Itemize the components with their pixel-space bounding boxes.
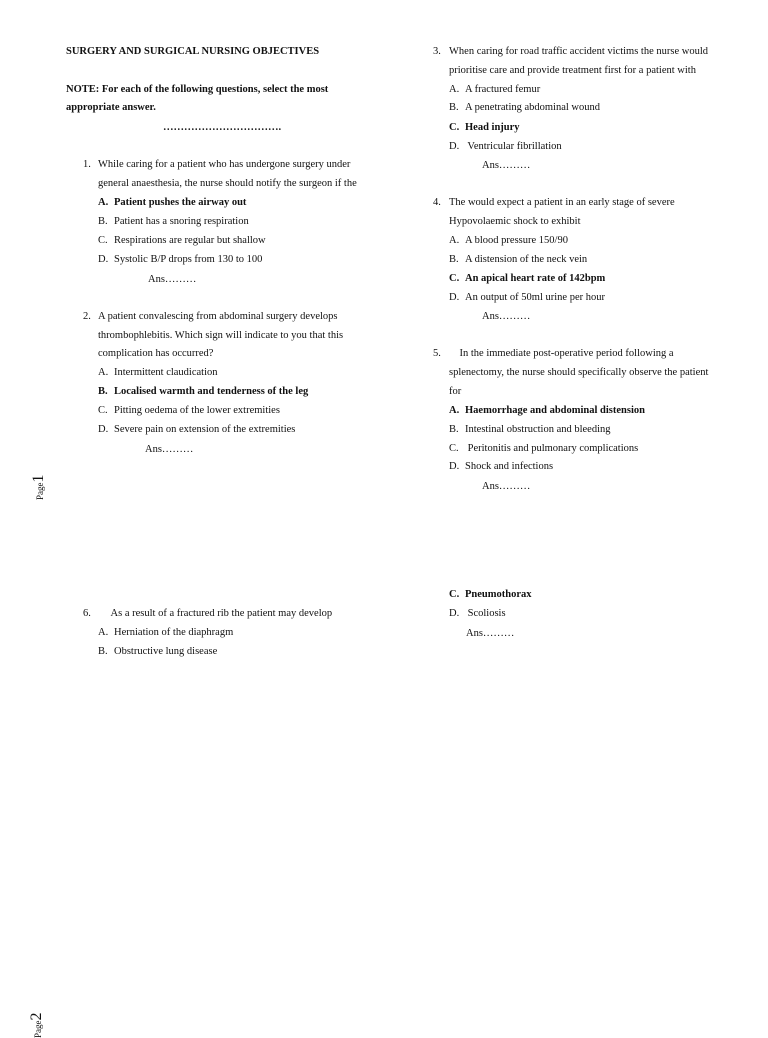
answer-blank: Ans……… — [482, 480, 530, 493]
option-letter: A. — [98, 626, 114, 639]
question-number: 1. — [83, 158, 91, 171]
option-letter: D. — [449, 291, 465, 304]
option-letter: D. — [98, 253, 114, 266]
option-c — [449, 442, 638, 455]
option-letter: A. — [98, 366, 114, 379]
option-text: Ventricular fibrillation — [465, 141, 562, 152]
option-a — [449, 83, 540, 96]
option-a — [98, 366, 218, 379]
question-number: 6. — [83, 607, 91, 620]
page-word: Page — [33, 1021, 43, 1038]
page-number-label — [28, 1013, 46, 1038]
option-letter: D. — [449, 607, 465, 620]
option-letter: C. — [449, 442, 465, 455]
option-text: A blood pressure 150/90 — [465, 235, 568, 246]
option-c — [98, 234, 266, 247]
question-number: 3. — [433, 45, 441, 58]
option-c — [449, 588, 532, 601]
question-text: splenectomy, the nurse should specifically observe the patient — [449, 366, 708, 379]
answer-blank: Ans……… — [145, 443, 193, 456]
option-text: An output of 50ml urine per hour — [465, 292, 605, 303]
option-a — [98, 626, 233, 639]
option-text: Severe pain on extension of the extremities — [114, 424, 295, 435]
option-letter: C. — [449, 121, 465, 134]
question-text: When caring for road traffic accident victims the nurse would — [449, 45, 708, 58]
question-text: The would expect a patient in an early stage of severe — [449, 196, 675, 209]
question-text: In the immediate post-operative period following a — [449, 347, 674, 360]
option-letter: B. — [98, 215, 114, 228]
answer-blank: Ans……… — [466, 627, 514, 640]
option-text: Head injury — [465, 122, 520, 133]
option-b — [98, 385, 308, 398]
option-a — [98, 196, 246, 209]
option-b — [449, 253, 587, 266]
option-text: Pitting oedema of the lower extremities — [114, 405, 280, 416]
answer-blank: Ans……… — [148, 273, 196, 286]
option-d — [449, 291, 605, 304]
option-text: A distension of the neck vein — [465, 254, 587, 265]
option-text: Scoliosis — [465, 608, 506, 619]
option-letter: B. — [98, 645, 114, 658]
note-dots: ……………………………. — [163, 121, 281, 134]
option-letter: A. — [449, 234, 465, 247]
option-text: Shock and infections — [465, 461, 553, 472]
option-text: Intestinal obstruction and bleeding — [465, 424, 611, 435]
question-number: 4. — [433, 196, 441, 209]
question-text: general anaesthesia, the nurse should notify the surgeon if the — [98, 177, 357, 190]
option-letter: A. — [449, 83, 465, 96]
option-letter: C. — [449, 272, 465, 285]
option-letter: B. — [449, 101, 465, 114]
page-number: 1 — [30, 475, 47, 483]
option-d — [98, 423, 295, 436]
option-text: Obstructive lung disease — [114, 646, 217, 657]
note-line-1: NOTE: For each of the following questions, select the most — [66, 83, 328, 96]
option-a — [449, 234, 568, 247]
note-line-2: appropriate answer. — [66, 101, 156, 114]
question-text: thrombophlebitis. Which sign will indicate to you that this — [98, 329, 343, 342]
question-number: 2. — [83, 310, 91, 323]
question-text: Hypovolaemic shock to exhibit — [449, 215, 581, 228]
option-text: An apical heart rate of 142bpm — [465, 273, 605, 284]
question-text: prioritise care and provide treatment first for a patient with — [449, 64, 696, 77]
page-word: Page — [35, 483, 45, 501]
question-number: 5. — [433, 347, 441, 360]
option-text: Localised warmth and tenderness of the leg — [114, 386, 308, 397]
option-text: Peritonitis and pulmonary complications — [465, 443, 638, 454]
option-c — [98, 404, 280, 417]
option-letter: B. — [98, 385, 114, 398]
option-letter: A. — [98, 196, 114, 209]
option-c — [449, 121, 520, 134]
page-number-label — [30, 475, 48, 501]
option-text: A fractured femur — [465, 84, 540, 95]
page-number: 2 — [28, 1013, 45, 1021]
question-text: As a result of a fractured rib the patient may develop — [98, 607, 332, 620]
option-letter: B. — [449, 423, 465, 436]
option-text: Intermittent claudication — [114, 367, 218, 378]
option-letter: D. — [449, 140, 465, 153]
question-text: A patient convalescing from abdominal surgery develops — [98, 310, 338, 323]
answer-blank: Ans……… — [482, 310, 530, 323]
question-text: complication has occurred? — [98, 347, 213, 360]
option-letter: C. — [98, 404, 114, 417]
option-text: Haemorrhage and abdominal distension — [465, 405, 645, 416]
question-text: for — [449, 385, 461, 398]
option-b — [98, 645, 217, 658]
option-letter: B. — [449, 253, 465, 266]
option-d — [449, 607, 506, 620]
answer-blank: Ans……… — [482, 159, 530, 172]
option-d — [98, 253, 262, 266]
option-letter: C. — [449, 588, 465, 601]
document-title: SURGERY AND SURGICAL NURSING OBJECTIVES — [66, 45, 319, 58]
option-text: Patient has a snoring respiration — [114, 216, 249, 227]
option-text: Herniation of the diaphragm — [114, 627, 233, 638]
option-letter: D. — [449, 460, 465, 473]
option-letter: D. — [98, 423, 114, 436]
option-letter: C. — [98, 234, 114, 247]
option-d — [449, 460, 553, 473]
option-text: Patient pushes the airway out — [114, 197, 246, 208]
option-b — [449, 101, 600, 114]
option-d — [449, 140, 562, 153]
option-text: Systolic B/P drops from 130 to 100 — [114, 254, 262, 265]
option-letter: A. — [449, 404, 465, 417]
question-text: While caring for a patient who has undergone surgery under — [98, 158, 350, 171]
option-a — [449, 404, 645, 417]
option-b — [449, 423, 611, 436]
option-b — [98, 215, 249, 228]
option-text: A penetrating abdominal wound — [465, 102, 600, 113]
option-c — [449, 272, 605, 285]
option-text: Pneumothorax — [465, 589, 532, 600]
option-text: Respirations are regular but shallow — [114, 235, 266, 246]
